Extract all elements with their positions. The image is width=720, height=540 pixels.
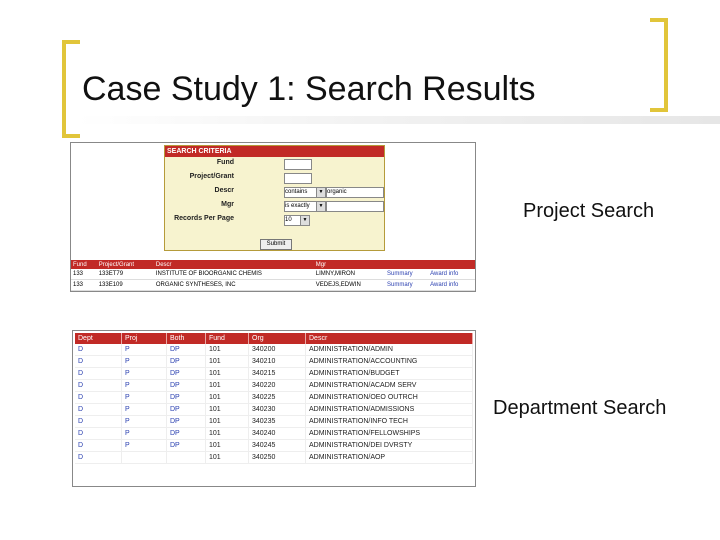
column-header-both: Both bbox=[167, 333, 206, 344]
desc-operator-select[interactable] bbox=[284, 187, 326, 198]
fund-cell: 101 bbox=[206, 368, 249, 380]
dept-link[interactable]: D bbox=[75, 392, 122, 404]
column-header: Fund bbox=[71, 260, 97, 269]
dept-link[interactable]: D bbox=[75, 368, 122, 380]
org-cell: 340215 bbox=[249, 368, 306, 380]
table-row bbox=[75, 404, 473, 416]
column-header: Descr bbox=[154, 260, 314, 269]
descr-cell: ADMINISTRATION/ACCOUNTING bbox=[306, 356, 473, 368]
fund-cell: 101 bbox=[206, 392, 249, 404]
column-header-dept: Dept bbox=[75, 333, 122, 344]
descr-cell: ADMINISTRATION/DEI DVRSTY bbox=[306, 440, 473, 452]
submit-button[interactable]: Submit bbox=[260, 239, 292, 250]
proj-link[interactable]: P bbox=[122, 392, 167, 404]
project-search-label: Project Search bbox=[523, 200, 655, 222]
dept-link[interactable]: D bbox=[75, 440, 122, 452]
org-cell: 340250 bbox=[249, 452, 306, 464]
desc-label: Descr bbox=[214, 187, 234, 194]
fund-cell: 101 bbox=[206, 404, 249, 416]
org-cell: 340210 bbox=[249, 356, 306, 368]
table-row bbox=[71, 280, 475, 291]
table-row bbox=[75, 344, 473, 356]
proj-link[interactable] bbox=[122, 452, 167, 464]
dept-link[interactable]: D bbox=[75, 344, 122, 356]
descr-cell: ADMINISTRATION/AOP bbox=[306, 452, 473, 464]
proj-link[interactable]: P bbox=[122, 356, 167, 368]
dept-link[interactable]: D bbox=[75, 416, 122, 428]
org-cell: 340235 bbox=[249, 416, 306, 428]
award-info-link[interactable]: Award info bbox=[428, 280, 475, 291]
mgr-operator-select[interactable] bbox=[284, 201, 326, 212]
fund-cell: 101 bbox=[206, 440, 249, 452]
fund-cell: 101 bbox=[206, 452, 249, 464]
chevron-down-icon: ▼ bbox=[316, 188, 325, 197]
both-link[interactable]: DP bbox=[167, 416, 206, 428]
descr-cell: ADMINISTRATION/INFO TECH bbox=[306, 416, 473, 428]
descr-cell: ADMINISTRATION/FELLOWSHIPS bbox=[306, 428, 473, 440]
mgr-cell: LIMNY,MIRON bbox=[314, 269, 385, 280]
proj-link[interactable]: P bbox=[122, 368, 167, 380]
descr-cell: ADMINISTRATION/ADMIN bbox=[306, 344, 473, 356]
proj-link[interactable]: P bbox=[122, 428, 167, 440]
project-row bbox=[165, 173, 384, 184]
table-row bbox=[75, 392, 473, 404]
proj-link[interactable]: P bbox=[122, 416, 167, 428]
descr-cell: ADMINISTRATION/BUDGET bbox=[306, 368, 473, 380]
fund-cell: 133 bbox=[71, 269, 97, 280]
records-select[interactable] bbox=[284, 215, 310, 226]
chevron-down-icon: ▼ bbox=[316, 202, 325, 211]
proj-link[interactable]: P bbox=[122, 440, 167, 452]
right-bracket-decoration bbox=[650, 18, 668, 112]
fund-cell: 101 bbox=[206, 344, 249, 356]
records-value: 10 bbox=[285, 217, 292, 223]
table-row bbox=[75, 440, 473, 452]
search-criteria-panel bbox=[164, 145, 385, 251]
fund-label: Fund bbox=[216, 159, 234, 166]
mgr-row bbox=[165, 201, 384, 212]
project-cell: 133ET79 bbox=[97, 269, 154, 280]
both-link[interactable]: DP bbox=[167, 380, 206, 392]
department-search-label: Department Search bbox=[493, 397, 667, 419]
org-cell: 340245 bbox=[249, 440, 306, 452]
column-header-descr: Descr bbox=[306, 333, 473, 344]
department-results-table bbox=[75, 333, 473, 464]
project-search-screenshot bbox=[70, 142, 476, 292]
org-cell: 340225 bbox=[249, 392, 306, 404]
descr-cell: INSTITUTE OF BIOORGANIC CHEMIS bbox=[154, 269, 314, 280]
both-link[interactable]: DP bbox=[167, 344, 206, 356]
org-cell: 340220 bbox=[249, 380, 306, 392]
both-link[interactable]: DP bbox=[167, 368, 206, 380]
desc-operator-value: contains bbox=[285, 189, 308, 195]
dept-link[interactable]: D bbox=[75, 428, 122, 440]
fund-input[interactable] bbox=[284, 159, 312, 170]
table-row bbox=[75, 428, 473, 440]
slide-title: Case Study 1: Search Results bbox=[82, 70, 536, 108]
fund-cell: 101 bbox=[206, 356, 249, 368]
both-link[interactable] bbox=[167, 452, 206, 464]
table-row bbox=[75, 380, 473, 392]
fund-cell: 101 bbox=[206, 416, 249, 428]
proj-link[interactable]: P bbox=[122, 404, 167, 416]
desc-input[interactable]: organic bbox=[326, 187, 384, 198]
both-link[interactable]: DP bbox=[167, 404, 206, 416]
org-cell: 340240 bbox=[249, 428, 306, 440]
table-row bbox=[75, 356, 473, 368]
dept-link[interactable]: D bbox=[75, 452, 122, 464]
desc-row bbox=[165, 187, 384, 198]
records-label: Records Per Page bbox=[174, 215, 234, 222]
title-underline bbox=[76, 116, 720, 124]
fund-cell: 133 bbox=[71, 280, 97, 291]
project-input[interactable] bbox=[284, 173, 312, 184]
chevron-down-icon: ▼ bbox=[300, 216, 309, 225]
table-row bbox=[71, 269, 475, 280]
column-header-org: Org bbox=[249, 333, 306, 344]
summary-link[interactable]: Summary bbox=[385, 269, 428, 280]
fund-cell: 101 bbox=[206, 428, 249, 440]
table-row bbox=[75, 416, 473, 428]
both-link[interactable]: DP bbox=[167, 440, 206, 452]
column-header bbox=[385, 260, 428, 269]
both-link[interactable]: DP bbox=[167, 356, 206, 368]
project-results-table bbox=[71, 260, 475, 291]
column-header: Mgr bbox=[314, 260, 385, 269]
summary-link[interactable]: Summary bbox=[385, 280, 428, 291]
dept-link[interactable]: D bbox=[75, 404, 122, 416]
department-search-screenshot bbox=[72, 330, 476, 487]
proj-link[interactable]: P bbox=[122, 344, 167, 356]
column-header: Project/Grant bbox=[97, 260, 154, 269]
award-info-link[interactable]: Award info bbox=[428, 269, 475, 280]
mgr-label: Mgr bbox=[221, 201, 234, 208]
search-criteria-heading: SEARCH CRITERIA bbox=[165, 146, 384, 157]
column-header-fund: Fund bbox=[206, 333, 249, 344]
project-label: Project/Grant bbox=[189, 173, 234, 180]
dept-link[interactable]: D bbox=[75, 356, 122, 368]
fund-row bbox=[165, 159, 384, 170]
descr-cell: ADMINISTRATION/ADMISSIONS bbox=[306, 404, 473, 416]
mgr-cell: VEDEJS,EDWIN bbox=[314, 280, 385, 291]
org-cell: 340200 bbox=[249, 344, 306, 356]
org-cell: 340230 bbox=[249, 404, 306, 416]
descr-cell: ADMINISTRATION/OEO OUTRCH bbox=[306, 392, 473, 404]
mgr-operator-value: is exactly bbox=[285, 203, 310, 209]
descr-cell: ADMINISTRATION/ACADM SERV bbox=[306, 380, 473, 392]
dept-link[interactable]: D bbox=[75, 380, 122, 392]
column-header-proj: Proj bbox=[122, 333, 167, 344]
both-link[interactable]: DP bbox=[167, 428, 206, 440]
descr-cell: ORGANIC SYNTHESES, INC bbox=[154, 280, 314, 291]
column-header bbox=[428, 260, 475, 269]
fund-cell: 101 bbox=[206, 380, 249, 392]
project-cell: 133E109 bbox=[97, 280, 154, 291]
table-row bbox=[75, 452, 473, 464]
both-link[interactable]: DP bbox=[167, 392, 206, 404]
table-row bbox=[75, 368, 473, 380]
mgr-input[interactable] bbox=[326, 201, 384, 212]
proj-link[interactable]: P bbox=[122, 380, 167, 392]
records-row bbox=[165, 215, 384, 226]
